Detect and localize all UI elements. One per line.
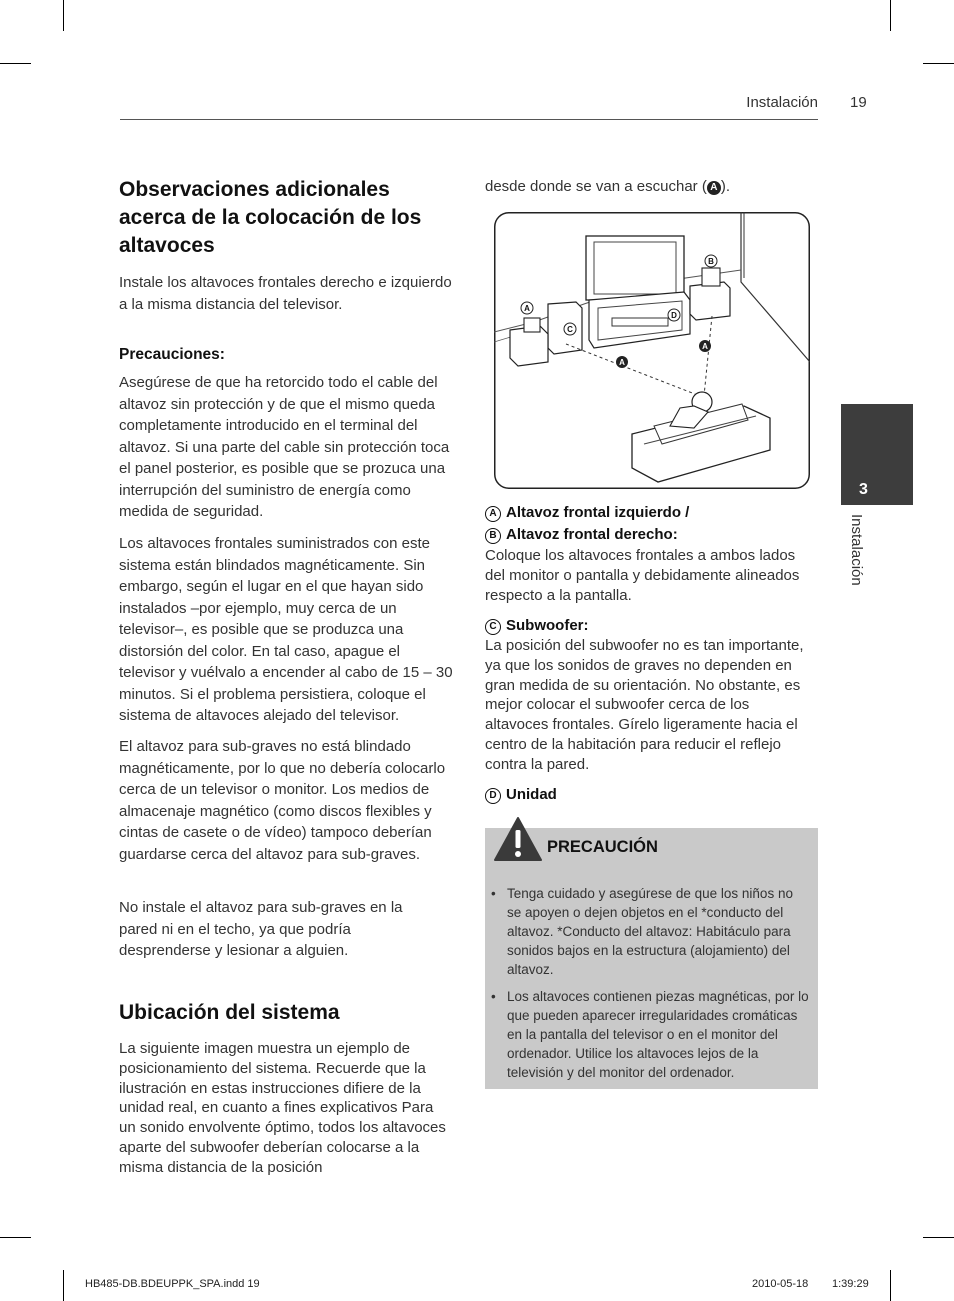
- crop-mark: [923, 1237, 954, 1238]
- caution-box: [485, 828, 818, 1089]
- item-c-title: Subwoofer:: [506, 617, 589, 634]
- page-number: 19: [850, 94, 867, 111]
- item-a-b-block: [485, 502, 815, 605]
- item-a-title: Altavoz frontal izquierdo /: [506, 504, 690, 521]
- diagram-label-a: A: [524, 304, 530, 313]
- header-section-title: Instalación: [746, 94, 818, 111]
- crop-mark: [63, 0, 64, 31]
- section-title-system-location: Ubicación del sistema: [119, 1001, 340, 1024]
- chapter-number: 3: [859, 481, 868, 498]
- precautions-heading: Precauciones:: [119, 346, 225, 363]
- item-b-title: Altavoz frontal derecho:: [506, 526, 678, 543]
- caution-item: • Los altavoces contienen piezas magnéticas, por lo que pueden aparecer irregularidades cromáticas en la pantalla del televisor o en el monitor del ordenador. Utilice los altavoces lejos de la televisión y del monitor del ordenador.: [507, 987, 810, 1082]
- caution-item: • Tenga cuidado y asegúrese de que los niños no se apoyen o dejen objetos en el *conducto del altavoz. *Conducto del altavoz: Habitáculo para sonidos bajos en la estructura (alojamiento) del altavoz.: [507, 884, 810, 979]
- footer-filename: HB485-DB.BDEUPPK_SPA.indd 19: [85, 1278, 260, 1290]
- footer-time: 1:39:29: [832, 1278, 869, 1290]
- diagram-label-a-left-line: A: [619, 358, 625, 367]
- crop-mark: [923, 63, 954, 64]
- footer-date: 2010-05-18: [752, 1278, 809, 1290]
- caution-title: PRECAUCIÓN: [547, 838, 658, 856]
- intro-paragraph: Instale los altavoces frontales derecho e izquierdo a la misma distancia del televisor.: [119, 274, 452, 313]
- letter-d-circle: D: [485, 788, 501, 804]
- letter-a-circle: A: [485, 506, 501, 522]
- item-c-block: [485, 615, 815, 775]
- diagram-label-b: B: [708, 257, 714, 266]
- letter-c-circle: C: [485, 619, 501, 635]
- item-a-b-text: Coloque los altavoces frontales a ambos lados del monitor o pantalla y debidamente alineados respecto a la pantalla.: [485, 547, 800, 604]
- item-d-block: [485, 784, 815, 805]
- precautions-paragraph-3: El altavoz para sub-graves no está blindado magnéticamente, por lo que no debería colocarlo cerca de un televisor o monitor. Los medios de almacenaje magnético (como discos flexibles y cintas de casete o de vídeo) tampoco deberían guardarse cerca del altavoz para sub-graves.: [119, 738, 446, 863]
- letter-b-circle: B: [485, 528, 501, 544]
- precautions-paragraph-4: No instale el altavoz para sub-graves en la pared ni en el techo, ya que podría desprenderse y lesionar a alguien.: [119, 899, 403, 959]
- crop-mark: [890, 1270, 891, 1301]
- header-rule: [120, 119, 818, 120]
- section-title-speaker-placement: Observaciones adicionales acerca de la colocación de los altavoces: [119, 178, 422, 257]
- precautions-paragraph-2: Los altavoces frontales suministrados con este sistema están blindados magnéticamente. Sin embargo, según el lugar en el que hayan sido instalados –por ejemplo, muy cerca de un televisor–, es posible que se produzca una distorsión del color. En tal caso, apague el televisor y vuélvalo a encender al cabo de 15 – 30 minutos. Si el problema persistiera, coloque el sistema de altavoces alejado del televisor.: [119, 535, 453, 724]
- item-d-title: Unidad: [506, 786, 557, 803]
- speaker-placement-diagram: [494, 212, 810, 489]
- warning-icon: [493, 816, 543, 862]
- caution-list: [485, 884, 818, 1090]
- chapter-tab: [841, 404, 913, 505]
- chapter-label: Instalación: [848, 514, 865, 586]
- letter-a-marker: A: [707, 181, 721, 195]
- diagram-label-a-right-line: A: [702, 342, 708, 351]
- item-c-text: La posición del subwoofer no es tan importante, ya que los sonidos de graves no dependen en gran medida de su orientación. No obstante, es mejor colocar el subwoofer cerca de los altavoces frontales. Gírelo ligeramente hacia el centro de la habitación para reducir el reflejo contra la pared.: [485, 637, 804, 773]
- diagram-label-d: D: [671, 311, 677, 320]
- location-paragraph: La siguiente imagen muestra un ejemplo de posicionamiento del sistema. Recuerde que la ilustración en estas instrucciones difiere de la unidad real, en cuanto a fines explicativos Para un sonido envolvente óptimo, todos los altavoces aparte del subwoofer deberían colocarse a la misma distancia de la posición: [119, 1040, 446, 1176]
- precautions-paragraph-1: Asegúrese de que ha retorcido todo el cable del altavoz sin protección y de que el mismo queda completamente introducido en el terminal del altavoz. Si una parte del cable sin protección toca el panel posterior, es posible que se prozuca una interrupción del suministro de energía como medida de seguridad.: [119, 374, 450, 520]
- crop-mark: [0, 63, 31, 64]
- continued-paragraph: desde donde se van a escuchar ( A ).: [485, 178, 730, 195]
- crop-mark: [0, 1237, 31, 1238]
- diagram-label-c: C: [567, 325, 573, 334]
- crop-mark: [890, 0, 891, 31]
- crop-mark: [63, 1270, 64, 1301]
